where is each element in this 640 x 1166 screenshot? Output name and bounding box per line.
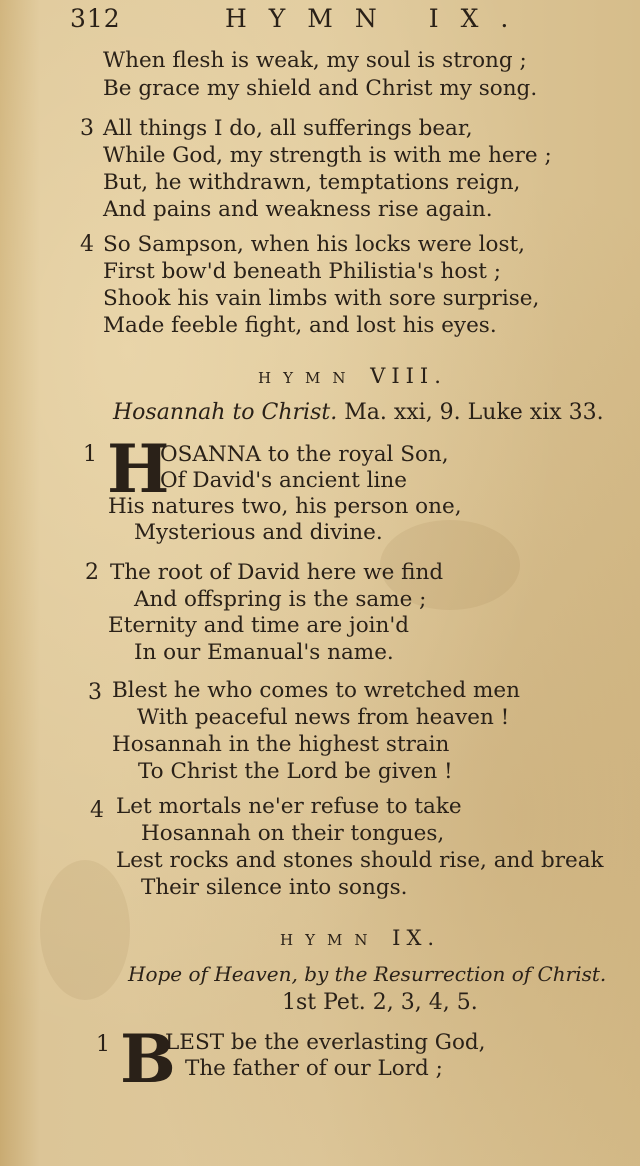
verse-line: And offspring is the same ; [134,587,427,612]
drop-cap: B [120,1020,176,1098]
scripture-reference: Ma. xxi, 9. Luke xix 33. [344,400,604,425]
verse-line: First bow'd beneath Philistia's host ; [103,259,502,284]
verse-line: With peaceful news from heaven ! [137,705,510,730]
verse-line: But, he withdrawn, temptations reign, [103,170,521,195]
verse-line: And pains and weakness rise again. [103,197,493,222]
hymn-title [280,926,440,950]
verse-line: When flesh is weak, my soul is strong ; [103,48,527,73]
verse-number: 4 [80,232,94,257]
verse-line: OSANNA to the royal Son, [160,442,449,467]
verse-number: 1 [96,1032,110,1057]
hymn-title-numeral: VIII. [370,364,447,388]
page-number: 312 [70,4,121,33]
verse-number: 4 [90,798,104,823]
verse-line: All things I do, all sufferings bear, [103,116,473,141]
verse-line: Blest he who comes to wretched men [112,678,520,703]
verse-line: Lest rocks and stones should rise, and break [116,848,604,873]
verse-line: To Christ the Lord be given ! [138,759,453,784]
scripture-reference: 1st Pet. 2, 3, 4, 5. [282,990,478,1015]
verse-line: Of David's ancient line [160,468,407,493]
verse-line: So Sampson, when his locks were lost, [103,232,525,257]
verse-line: LEST be the everlasting God, [165,1030,486,1055]
verse-line: His natures two, his person one, [108,494,462,519]
verse-line: Made feeble fight, and lost his eyes. [103,313,497,338]
verse-number: 1 [83,442,97,467]
verse-line: Be grace my shield and Christ my song. [103,76,538,101]
verse-line: Mysterious and divine. [134,520,383,545]
verse-line: Hosannah on their tongues, [141,821,445,846]
hymn-title-numeral: IX. [392,926,441,950]
hymn-title-word: HYMN [280,931,380,949]
verse-line: The father of our Lord ; [185,1056,443,1081]
verse-line: While God, my strength is with me here ; [103,143,552,168]
verse-number: 3 [88,680,102,705]
hymn-subtitle: Hope of Heaven, by the Resurrection of Christ. [128,962,607,986]
page-header [70,4,630,38]
verse-number: 3 [80,116,94,141]
subtitle-text: Hosannah to Christ. [113,400,338,425]
drop-cap: H [107,430,170,508]
paper-stain [40,860,130,1000]
hymn-title-word: HYMN [258,369,358,387]
hymn-title [258,364,447,388]
verse-line: Let mortals ne'er refuse to take [116,794,462,819]
verse-line: Eternity and time are join'd [108,613,410,638]
verse-line: Hosannah in the highest strain [112,732,450,757]
hymn-subtitle [113,400,604,425]
verse-line: In our Emanual's name. [134,640,394,665]
verse-line: The root of David here we find [110,560,444,585]
verse-line: Shook his vain limbs with sore surprise, [103,286,540,311]
running-head: HYMN IX. [225,4,531,33]
verse-line: Their silence into songs. [141,875,408,900]
verse-number: 2 [85,560,99,585]
